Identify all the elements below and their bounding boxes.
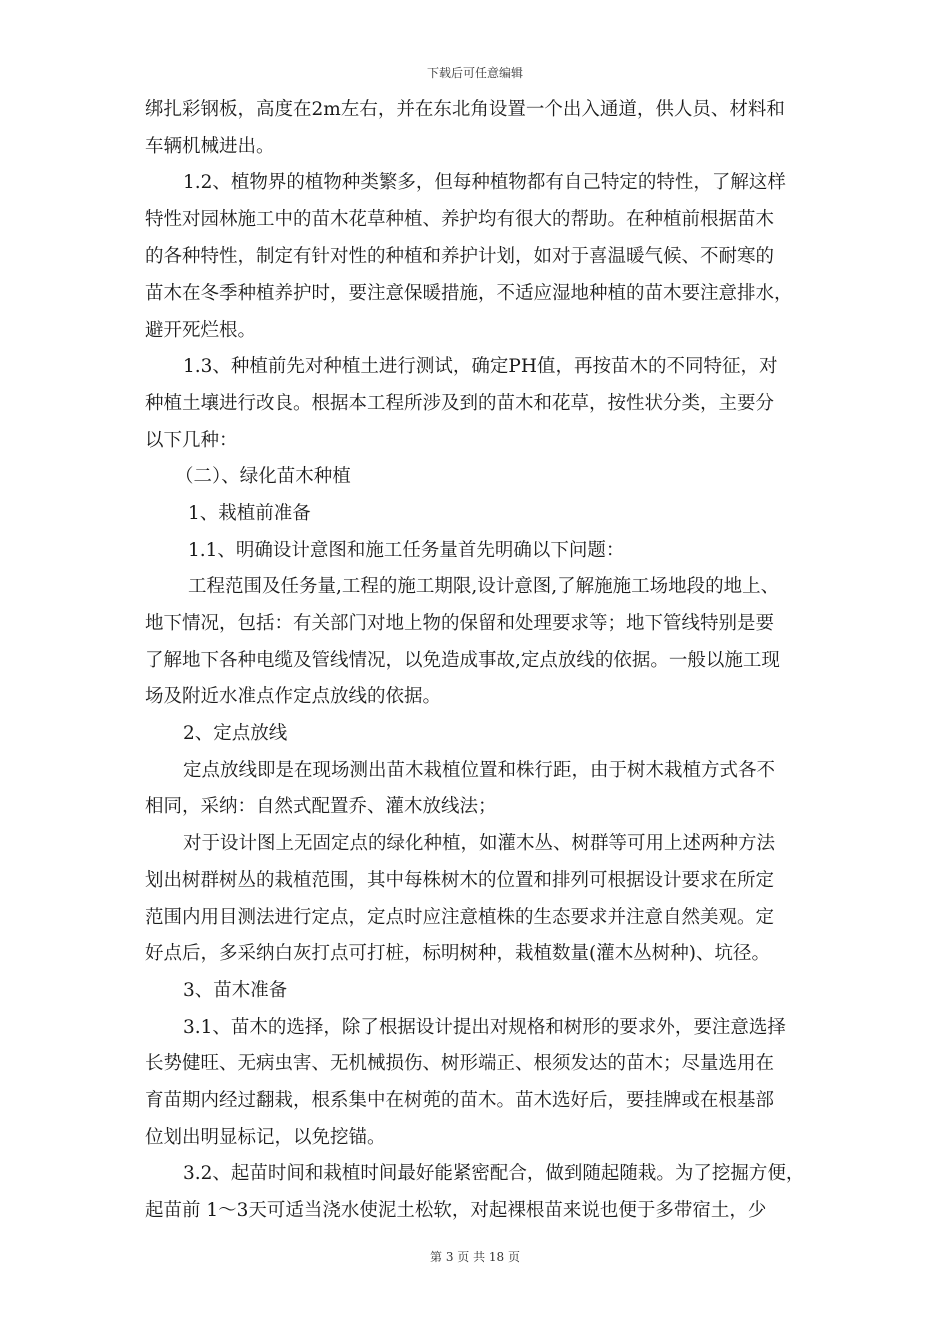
text-line: 位划出明显标记，以免挖锚。	[145, 1127, 386, 1148]
text-line: 3.2、起苗时间和栽植时间最好能紧密配合，做到随起随栽。为了挖掘方便，	[183, 1163, 805, 1184]
text-line: 车辆机械进出。	[145, 136, 275, 157]
page-header: 下载后可任意编辑	[426, 66, 523, 80]
text-line: 对于设计图上无固定点的绿化种植，如灌木丛、树群等可用上述两种方法	[183, 833, 776, 854]
text-line: 绑扎彩钢板，高度在2m左右，并在东北角设置一个出入通道，供人员、材料和	[145, 99, 785, 120]
text-line: 长势健旺、无病虫害、无机械损伤、树形端正、根须发达的苗木；尽量选用在	[145, 1053, 775, 1074]
text-line: 划出树群树丛的栽植范围，其中每株树木的位置和排列可根据设计要求在所定	[145, 870, 775, 891]
text-line: 苗木在冬季种植养护时，要注意保暖措施，不适应湿地种植的苗木要注意排水，	[145, 283, 793, 304]
text-line: 以下几种：	[145, 430, 238, 451]
text-line: 种植土壤进行改良。根据本工程所涉及到的苗木和花草，按性状分类，主要分	[145, 393, 775, 414]
text-line: 的各种特性，制定有针对性的种植和养护计划，如对于喜温暖气候、不耐寒的	[145, 246, 775, 267]
text-line: 相同，采纳：自然式配置乔、灌木放线法；	[145, 796, 497, 817]
text-line: 避开死烂根。	[145, 320, 257, 341]
subsection-heading: 3、苗木准备	[183, 980, 288, 1001]
text-line: 范围内用目测法进行定点，定点时应注意植株的生态要求并注意自然美观。定	[145, 907, 775, 928]
text-line: 1.2、植物界的植物种类繁多，但每种植物都有自己特定的特性，了解这样	[183, 172, 786, 193]
text-line: 1.1、明确设计意图和施工任务量首先明确以下问题：	[188, 540, 625, 561]
text-line: 好点后，多采纳白灰打点可打桩，标明树种，栽植数量(灌木丛树种)、坑径。	[145, 943, 770, 964]
text-line: 育苗期内经过翻栽，根系集中在树蔸的苗木。苗木选好后，要挂牌或在根基部	[145, 1090, 775, 1111]
text-line: 了解地下各种电缆及管线情况，以免造成事故,定点放线的依据。一般以施工现	[145, 650, 780, 671]
subsection-heading: 2、定点放线	[183, 723, 288, 744]
text-line: 起苗前 1～3天可适当浇水使泥土松软，对起裸根苗来说也便于多带宿土，少	[145, 1200, 767, 1221]
text-line: 场及附近水准点作定点放线的依据。	[145, 686, 442, 707]
page-footer: 第 3 页 共 18 页	[430, 1250, 520, 1264]
section-heading: （二）、绿化苗木种植	[175, 466, 351, 487]
text-line: 地下情况，包括：有关部门对地上物的保留和处理要求等；地下管线特别是要	[145, 613, 775, 634]
subsection-heading: 1、栽植前准备	[188, 503, 311, 524]
text-line: 工程范围及任务量,工程的施工期限,设计意图,了解施施工场地段的地上、	[188, 576, 780, 597]
text-line: 特性对园林施工中的苗木花草种植、养护均有很大的帮助。在种植前根据苗木	[145, 209, 775, 230]
text-line: 3.1、苗木的选择，除了根据设计提出对规格和树形的要求外，要注意选择	[183, 1017, 786, 1038]
text-line: 1.3、种植前先对种植土进行测试，确定PH值，再按苗木的不同特征，对	[183, 356, 778, 377]
text-line: 定点放线即是在现场测出苗木栽植位置和株行距，由于树木栽植方式各不	[183, 760, 776, 781]
